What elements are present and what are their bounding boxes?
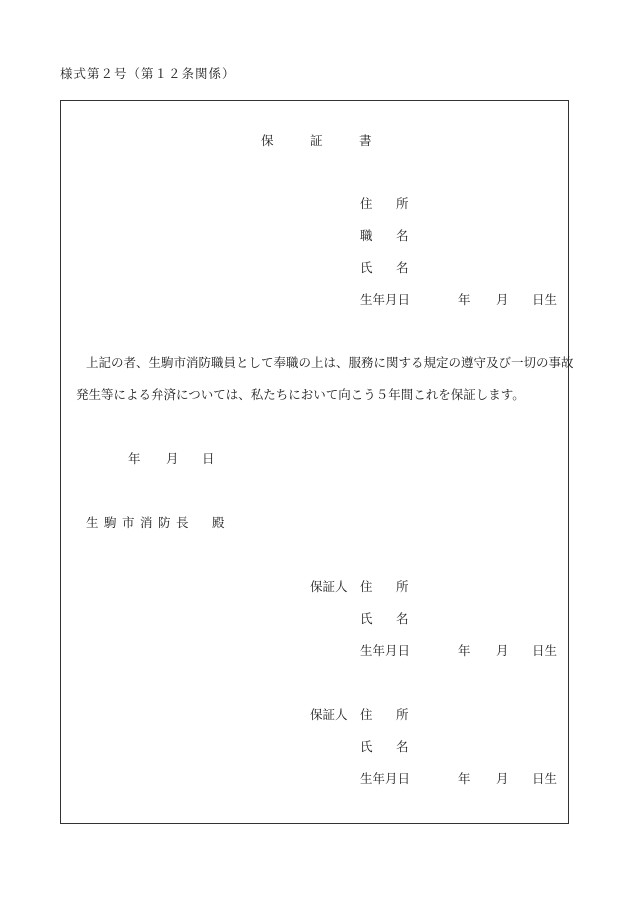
guarantor-1-address-label-2: 所 <box>396 579 409 594</box>
guarantor-2-birth-year: 年 <box>458 771 471 786</box>
addressee-honorific: 殿 <box>212 515 225 530</box>
date-month: 月 <box>166 451 179 466</box>
addressee-char-3: 市 <box>122 515 135 530</box>
addressee-char-5: 防 <box>158 515 171 530</box>
addressee-char-6: 長 <box>176 515 189 530</box>
guarantor-1-birth-label: 生年月日 <box>360 643 411 658</box>
subject-birth-day: 日生 <box>532 292 558 307</box>
title-char-3: 書 <box>359 133 372 148</box>
subject-position-label-1: 職 <box>360 228 373 243</box>
title-char-2: 証 <box>310 133 323 148</box>
guarantor-1-label: 保証人 <box>310 579 348 594</box>
form-number: 様式第２号（第１２条関係） <box>60 66 236 81</box>
date-year: 年 <box>128 451 141 466</box>
guarantor-2-label: 保証人 <box>310 707 348 722</box>
body-line-2: 発生等による弁済については、私たちにおいて向こう５年間これを保証します。 <box>76 387 525 402</box>
guarantor-2-name-label-1: 氏 <box>360 739 373 754</box>
addressee-char-2: 駒 <box>104 515 117 530</box>
body-line-1: 上記の者、生駒市消防職員として奉職の上は、服務に関する規定の遵守及び一切の事故 <box>86 355 574 370</box>
subject-name-label-1: 氏 <box>360 260 373 275</box>
guarantor-1-name-label-1: 氏 <box>360 611 373 626</box>
subject-birth-year: 年 <box>458 292 471 307</box>
title-char-1: 保 <box>261 133 274 148</box>
guarantor-1-birth-day: 日生 <box>532 643 558 658</box>
guarantor-2-address-label-1: 住 <box>360 707 373 722</box>
guarantor-1-birth-month: 月 <box>496 643 509 658</box>
addressee-char-4: 消 <box>140 515 153 530</box>
guarantor-2-name-label-2: 名 <box>396 739 409 754</box>
guarantor-1-name-label-2: 名 <box>396 611 409 626</box>
subject-address-label-2: 所 <box>396 196 409 211</box>
guarantor-1-address-label-1: 住 <box>360 579 373 594</box>
subject-birth-label: 生年月日 <box>360 292 411 307</box>
guarantor-2-birth-month: 月 <box>496 771 509 786</box>
guarantor-1-birth-year: 年 <box>458 643 471 658</box>
subject-address-label-1: 住 <box>360 196 373 211</box>
subject-name-label-2: 名 <box>396 260 409 275</box>
subject-position-label-2: 名 <box>396 228 409 243</box>
guarantor-2-address-label-2: 所 <box>396 707 409 722</box>
guarantor-2-birth-label: 生年月日 <box>360 771 411 786</box>
addressee-char-1: 生 <box>86 515 99 530</box>
date-day: 日 <box>202 451 215 466</box>
subject-birth-month: 月 <box>496 292 509 307</box>
guarantor-2-birth-day: 日生 <box>532 771 558 786</box>
